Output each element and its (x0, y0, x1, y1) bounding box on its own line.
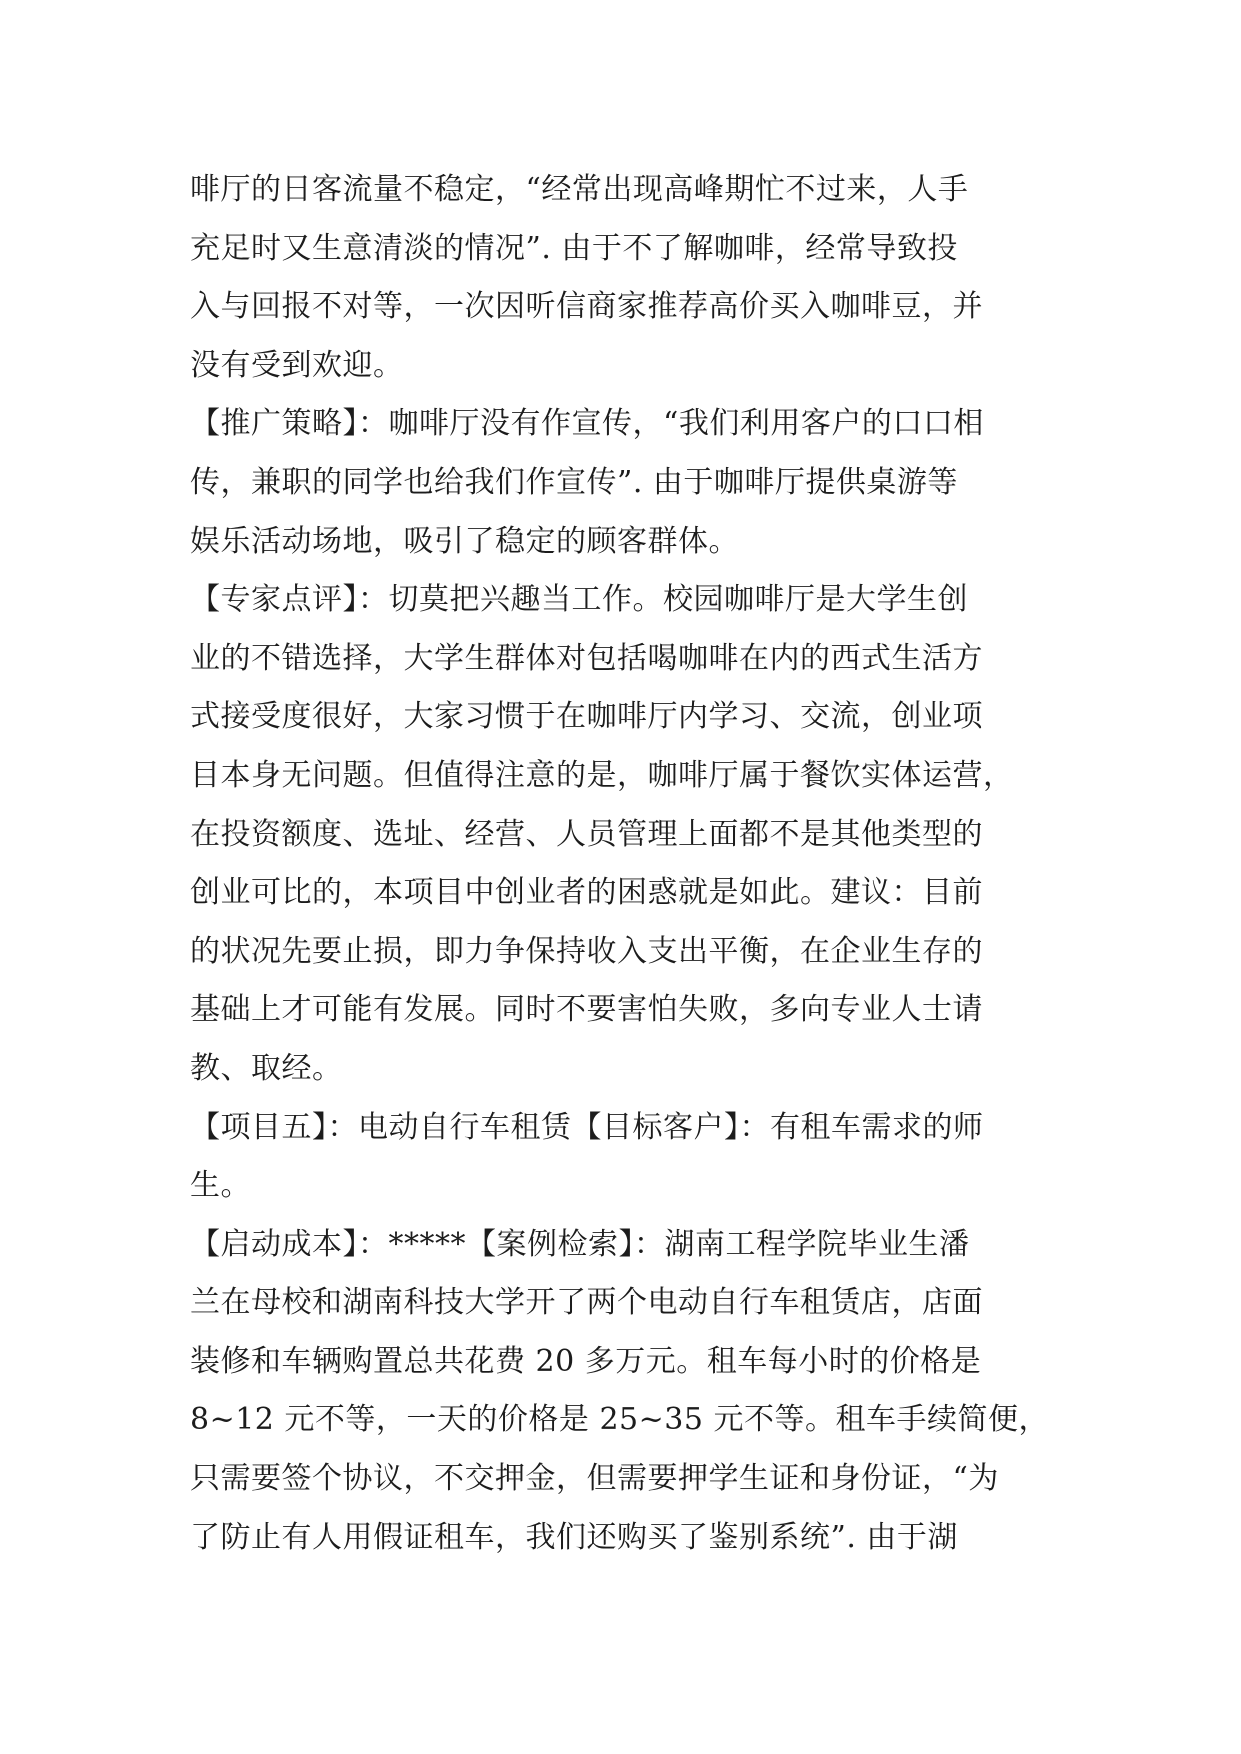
text-line: 传，兼职的同学也给我们作宣传”. 由于咖啡厅提供桌游等 (190, 464, 958, 500)
text-line: 了防止有人用假证租车，我们还购买了鉴别系统”. 由于湖 (190, 1519, 958, 1555)
text-line: 目本身无问题。但值得注意的是，咖啡厅属于餐饮实体运营， (190, 757, 1014, 793)
document-body (190, 161, 1050, 1567)
text-line: 基础上才可能有发展。同时不要害怕失败，多向专业人士请 (190, 992, 983, 1028)
text-line: 充足时又生意清淡的情况”. 由于不了解咖啡，经常导致投 (190, 230, 958, 266)
text-line: 【推广策略】：咖啡厅没有作宣传，“我们利用客户的口口相 (190, 406, 984, 442)
text-line: 兰在母校和湖南科技大学开了两个电动自行车租赁店，店面 (190, 1285, 983, 1321)
text-line: 在投资额度、选址、经营、人员管理上面都不是其他类型的 (190, 816, 983, 852)
text-line: 娱乐活动场地，吸引了稳定的顾客群体。 (190, 523, 739, 559)
text-line: 式接受度很好，大家习惯于在咖啡厅内学习、交流，创业项 (190, 699, 983, 735)
text-line: 只需要签个协议，不交押金，但需要押学生证和身份证，“为 (190, 1461, 999, 1497)
text-line: 【启动成本】：*****【案例检索】：湖南工程学院毕业生潘 (190, 1226, 970, 1262)
text-line: 啡厅的日客流量不稳定，“经常出现高峰期忙不过来，人手 (190, 172, 969, 207)
text-line: 生。 (190, 1168, 251, 1204)
text-line: 没有受到欢迎。 (190, 347, 404, 383)
text-line: 8~12 元不等，一天的价格是 25~35 元不等。租车手续简便， (190, 1402, 1049, 1438)
text-line: 入与回报不对等，一次因听信商家推荐高价买入咖啡豆，并 (190, 289, 983, 325)
text-line: 业的不错选择，大学生群体对包括喝咖啡在内的西式生活方 (190, 640, 983, 676)
text-line: 【专家点评】：切莫把兴趣当工作。校园咖啡厅是大学生创 (190, 582, 968, 618)
text-line: 教、取经。 (190, 1050, 343, 1086)
text-line: 的状况先要止损，即力争保持收入支出平衡，在企业生存的 (190, 933, 983, 969)
text-line: 装修和车辆购置总共花费 20 多万元。租车每小时的价格是 (190, 1343, 982, 1379)
text-line: 【项目五】：电动自行车租赁【目标客户】：有租车需求的师 (190, 1109, 984, 1145)
text-line: 创业可比的，本项目中创业者的困惑就是如此。建议：目前 (190, 875, 983, 911)
